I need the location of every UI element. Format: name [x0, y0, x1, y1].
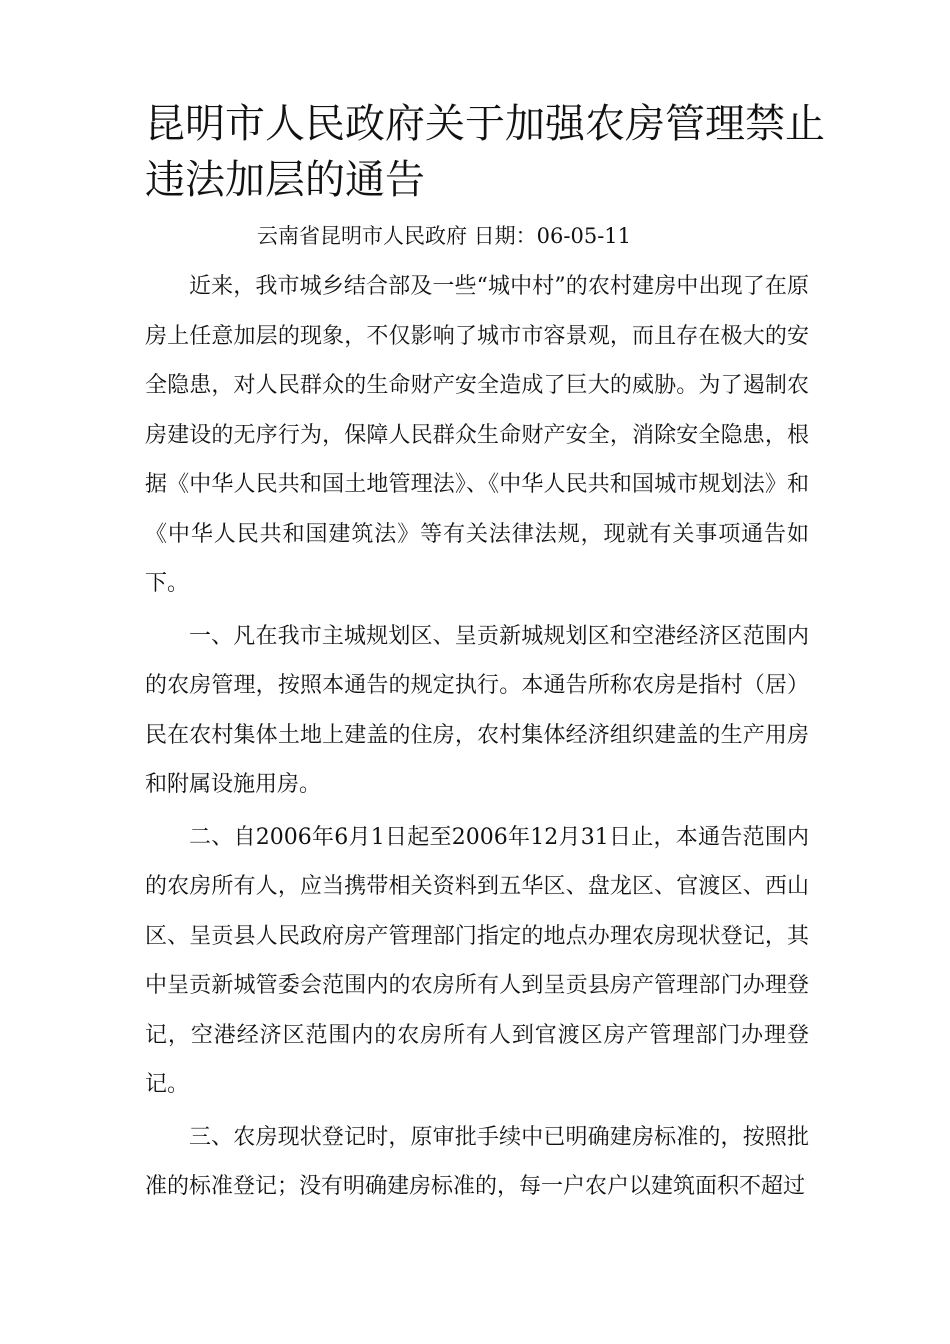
- paragraph-intro: 近来，我市城乡结合部及一些“城中村”的农村建房中出现了在原房上任意加层的现象，不仅影响了城市市容景观，而且存在极大的安全隐患，对人民群众的生命财产安全造成了巨大的威胁。为了遏制农房建设的无序行为，保障人民群众生命财产安全，消除安全隐患，根据《中华人民共和国土地管理法》、《中华人民共和国城市规划法》和《中华人民共和国建筑法》等有关法律法规，现就有关事项通告如下。: [145, 274, 809, 596]
- paragraph-article-3: 三、农房现状登记时，原审批手续中已明确建房标准的，按照批准的标准登记；没有明确建房标准的，每一户农户以建筑面积不超过: [145, 1124, 809, 1199]
- document-source-date: 云南省昆明市人民政府 日期：06-05-11: [257, 224, 632, 248]
- paragraph-article-2: 二、自2006年6月1日起至2006年12月31日止，本通告范围内的农房所有人，应当携带相关资料到五华区、盘龙区、官渡区、西山区、呈贡县人民政府房产管理部门指定的地点办理农房现状登记，其中呈贡新城管委会范围内的农房所有人到呈贡县房产管理部门办理登记，空港经济区范围内的农房所有人到官渡区房产管理部门办理登记。: [145, 824, 809, 1097]
- document-title: 昆明市人民政府关于加强农房管理禁止违法加层的通告: [145, 101, 825, 203]
- document-body: [145, 262, 809, 1215]
- paragraph-article-1: 一、凡在我市主城规划区、呈贡新城规划区和空港经济区范围内的农房管理，按照本通告的规定执行。本通告所称农房是指村（居）民在农村集体土地上建盖的住房，农村集体经济组织建盖的生产用房和附属设施用房。: [145, 623, 809, 797]
